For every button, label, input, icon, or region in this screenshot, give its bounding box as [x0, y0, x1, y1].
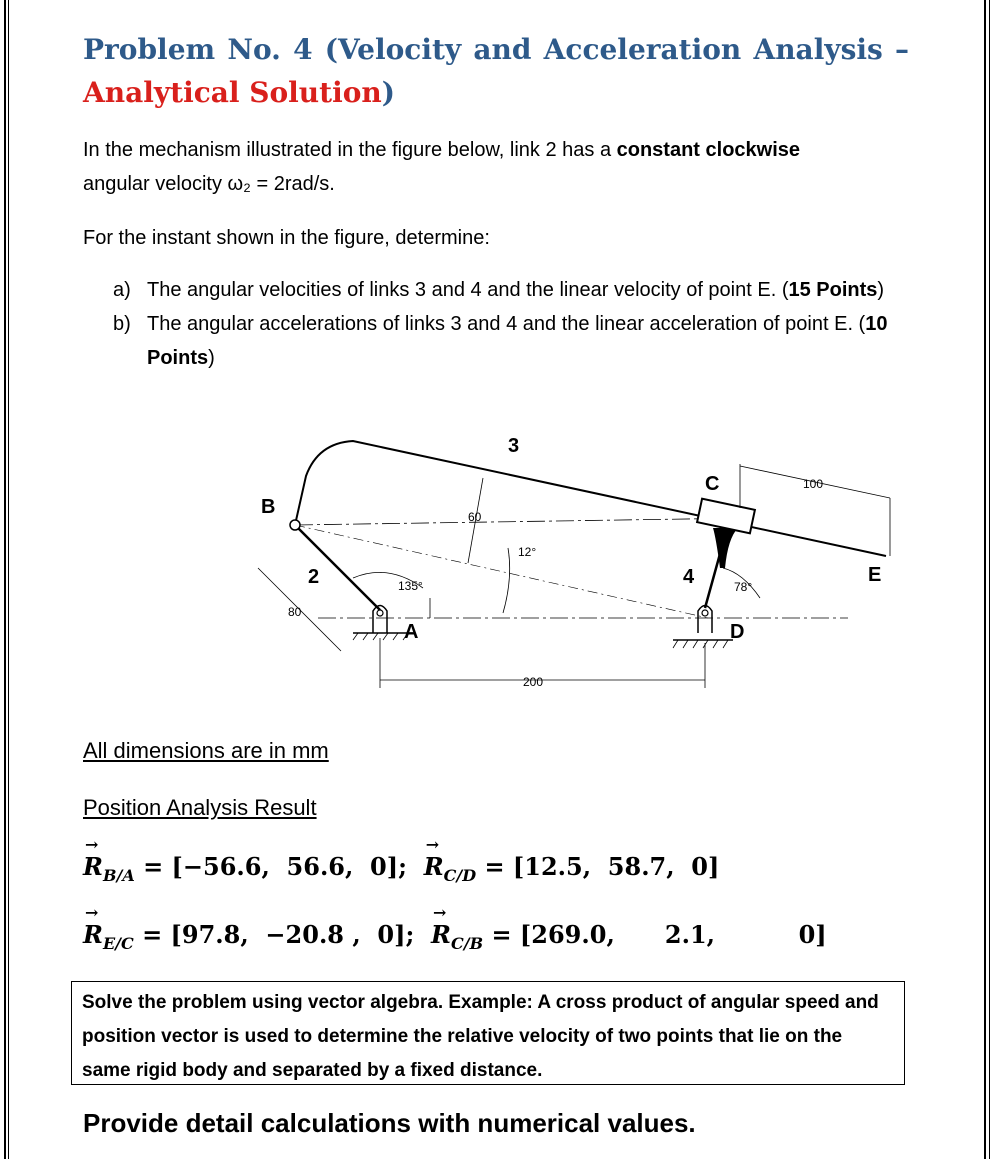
- pin-A: [377, 610, 383, 616]
- title-word: Problem: [83, 33, 216, 66]
- question-a-text: The angular velocities of links 3 and 4 and the linear velocity of point E. (: [147, 279, 789, 301]
- equation-2: [83, 920, 827, 953]
- label-D: D: [730, 621, 745, 643]
- label-angle78: 78°: [734, 580, 753, 594]
- eq1-sub2: C/D: [443, 865, 477, 885]
- eq2-vector2: → R: [431, 920, 451, 949]
- label-angle12: 12°: [518, 545, 537, 559]
- instruction-text: For the instant shown in the figure, determine:: [83, 227, 490, 249]
- title-red-part: Analytical Solution: [83, 76, 382, 109]
- label-dim100: 100: [803, 477, 824, 491]
- slider-C: [697, 499, 755, 534]
- ground-D-hatch: [673, 640, 728, 648]
- question-b-label: b): [113, 313, 131, 335]
- link-3: [295, 441, 886, 556]
- question-b-close: ): [208, 347, 215, 369]
- eq1-value1: = [−56.6, 56.6, 0];: [134, 852, 424, 881]
- title-line2: [83, 71, 909, 114]
- eq2-value2: = [269.0, 2.1, 0]: [483, 920, 827, 949]
- label-dim80: 80: [288, 605, 302, 619]
- question-b: [113, 307, 909, 375]
- title-word: –: [894, 33, 909, 66]
- title-word: (Velocity: [324, 33, 462, 66]
- title-word: No.: [227, 33, 281, 66]
- ground-A-hatch: [353, 633, 408, 640]
- label-dim60: 60: [468, 510, 482, 524]
- question-b-points: 10 Points: [147, 313, 888, 369]
- label-link4: 4: [683, 566, 695, 588]
- title-close-paren: ): [381, 76, 396, 109]
- eq1-sub1: B/A: [102, 865, 135, 885]
- question-a-label: a): [113, 279, 131, 301]
- intro-paragraph: [83, 133, 909, 201]
- angle12-arc: [503, 548, 510, 613]
- label-link3: 3: [508, 435, 520, 457]
- page-border-right-inner: [989, 0, 990, 1159]
- label-A: A: [404, 621, 419, 643]
- eq2-sub1: E/C: [102, 933, 134, 953]
- intro-text: In the mechanism illustrated in the figure below, link 2 has a: [83, 139, 617, 161]
- title-word: 4: [293, 33, 313, 66]
- label-C: C: [705, 473, 720, 495]
- joint-B: [290, 520, 300, 530]
- label-angle135: 135°: [398, 579, 423, 593]
- equation-1: [83, 852, 719, 885]
- bc-centerline: [295, 518, 751, 525]
- eq1-vector2: → R: [424, 852, 444, 881]
- position-heading: Position Analysis Result: [83, 795, 317, 820]
- page-border-right: [984, 0, 986, 1159]
- page-border-left-inner: [8, 0, 9, 1159]
- question-a: [113, 273, 909, 307]
- pin-D: [702, 610, 708, 616]
- intro-bold: constant clockwise: [616, 139, 801, 161]
- title-line1: [83, 28, 909, 71]
- eq1-value2: = [12.5, 58.7, 0]: [476, 852, 720, 881]
- dimensions-note: All dimensions are in mm: [83, 738, 329, 763]
- page-border-left: [4, 0, 6, 1159]
- intro-text-line2: angular velocity ω₂ = 2rad/s.: [83, 173, 335, 195]
- label-E: E: [868, 564, 882, 586]
- question-b-text: The angular accelerations of links 3 and 4 and the linear acceleration of point E. (: [147, 313, 866, 335]
- eq2-sub2: C/B: [451, 933, 484, 953]
- angle-ref-line: [295, 525, 708, 618]
- question-a-close: ): [877, 279, 885, 301]
- final-note: Provide detail calculations with numerical values.: [83, 1108, 696, 1138]
- eq2-value1: = [97.8, −20.8 , 0];: [133, 920, 432, 949]
- question-list: [113, 273, 909, 375]
- eq2-vector1: → R: [83, 920, 103, 949]
- label-dim200: 200: [523, 675, 544, 689]
- eq1-vector1: → R: [83, 852, 103, 881]
- question-a-points: 15 Points: [788, 279, 878, 301]
- problem-title: [83, 28, 909, 114]
- title-word: Analysis: [753, 33, 883, 66]
- label-B: B: [261, 496, 276, 518]
- label-link2: 2: [308, 566, 320, 588]
- instructions-box: Solve the problem using vector algebra. Example: A cross product of angular speed and position vector is used to determine the relative velocity of two points that lie on the same rigid body and separated by a fixed distance.: [71, 981, 905, 1085]
- mechanism-figure: [168, 428, 882, 713]
- title-word: and: [473, 33, 532, 66]
- title-word: Acceleration: [543, 33, 742, 66]
